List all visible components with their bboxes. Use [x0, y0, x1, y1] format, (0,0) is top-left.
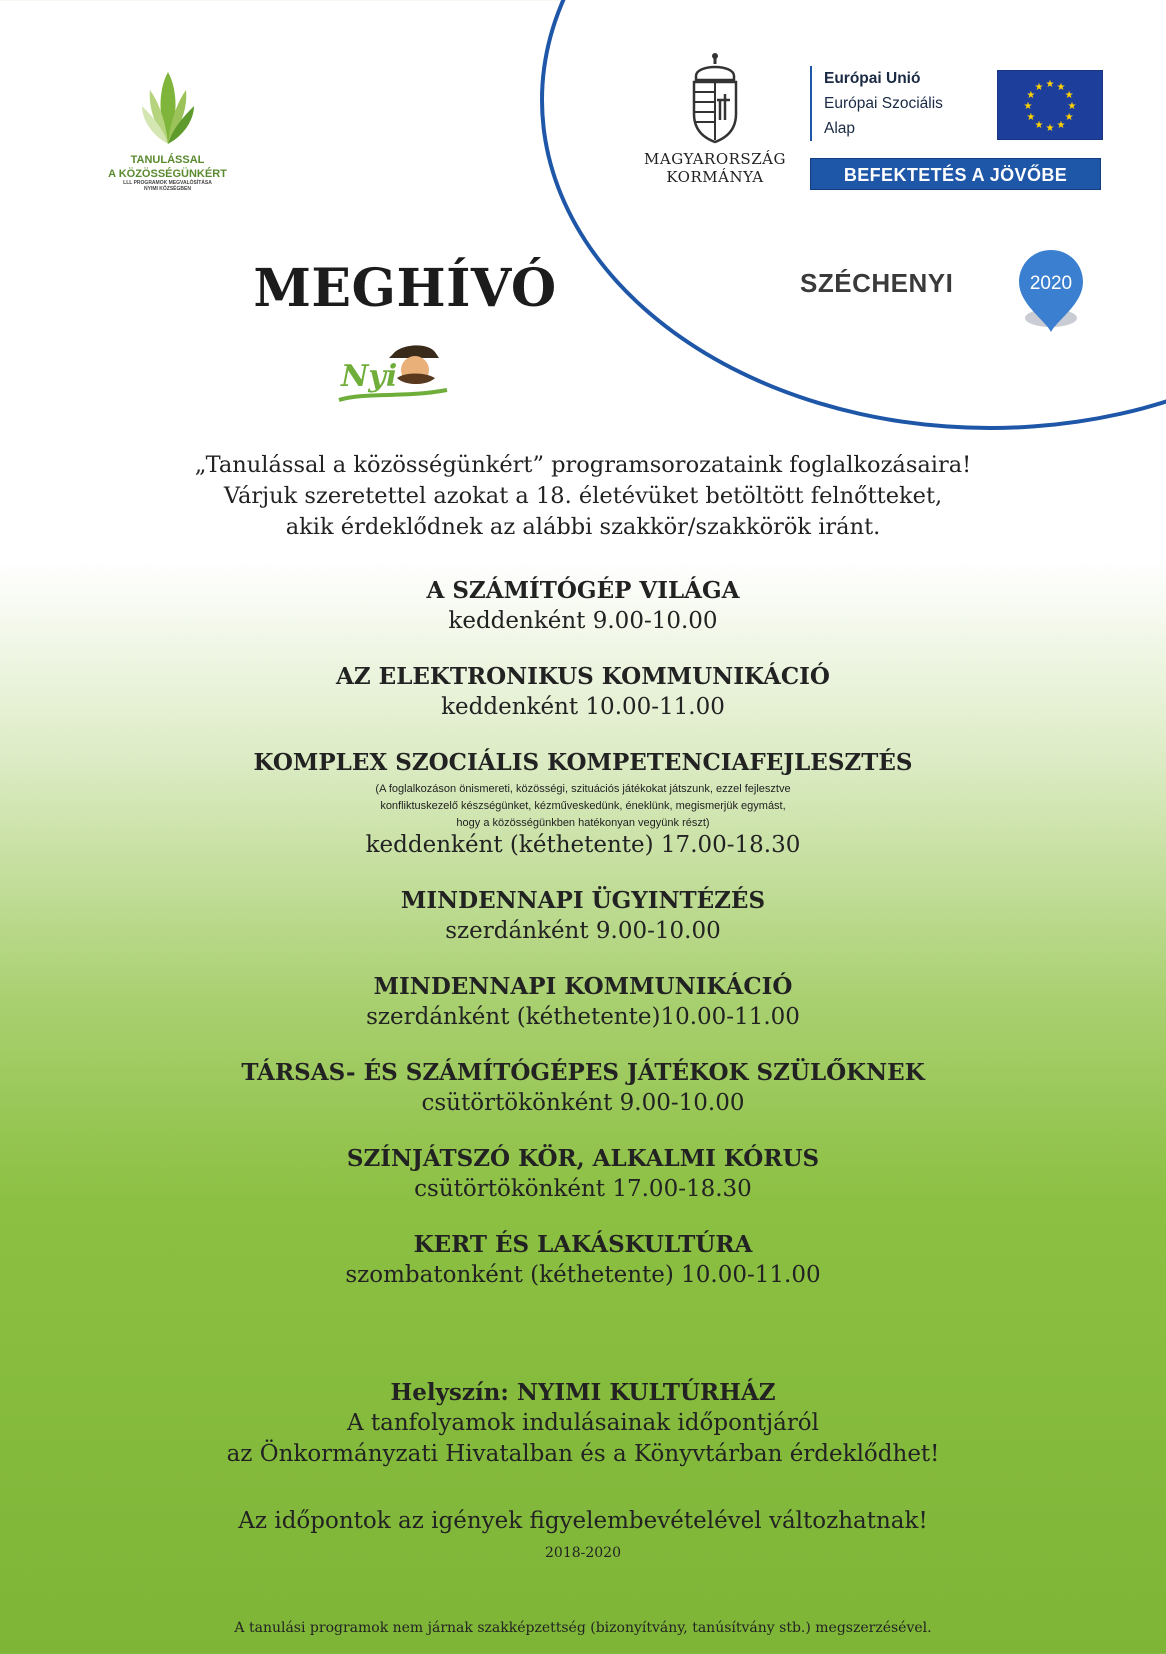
- eu-star-icon: ★: [1034, 81, 1044, 93]
- government-name-line1: MAGYARORSZÁG: [644, 150, 786, 168]
- course-item: [60, 661, 1106, 723]
- years: 2018-2020: [545, 1545, 621, 1561]
- course-name: A SZÁMÍTÓGÉP VILÁGA: [426, 577, 740, 604]
- course-note-line: hogy a közösségünkben hatékonyan vegyünk részt): [456, 817, 710, 829]
- course-schedule: csütörtökönként 9.00-10.00: [421, 1090, 745, 1116]
- intro-line: akik érdeklődnek az alábbi szakkör/szakkörök iránt.: [285, 514, 881, 540]
- eu-star-icon: ★: [1064, 90, 1074, 101]
- eu-star-icon: ★: [1064, 112, 1074, 123]
- venue-line1: A tanfolyamok indulásainak időpontjáról: [346, 1410, 820, 1436]
- course-item: [60, 885, 1106, 947]
- eu-star-icon: ★: [1056, 81, 1066, 93]
- leaf-icon: [138, 68, 198, 148]
- course-schedule: szerdánként (kéthetente)10.00-11.00: [366, 1004, 800, 1030]
- program-logo-line2: A KÖZÖSSÉGÜNKÉRT: [108, 168, 227, 180]
- course-schedule: szerdánként 9.00-10.00: [445, 918, 721, 944]
- footer-note: A tanulási programok nem járnak szakképzettség (bizonyítvány, tanúsítvány stb.) megszerzésével.: [234, 1620, 932, 1636]
- intro-line: Várjuk szeretettel azokat a 18. életévüket betöltött felnőtteket,: [223, 483, 943, 509]
- decorative-blue-arc: [540, 0, 1166, 430]
- eu-star-icon: ★: [1023, 101, 1033, 112]
- program-logo-line1: TANULÁSSAL: [130, 154, 205, 166]
- szechenyi-pin-icon: [1011, 248, 1091, 342]
- government-name-line2: KORMÁNYA: [666, 168, 764, 186]
- venue-block: [60, 1377, 1106, 1470]
- course-name: KERT ÉS LAKÁSKULTÚRA: [413, 1231, 753, 1258]
- intro-line: „Tanulással a közösségünkért” programsorozataink foglalkozásaira!: [194, 452, 972, 478]
- course-name: MINDENNAPI KOMMUNIKÁCIÓ: [373, 973, 793, 1000]
- eu-flag-icon: [997, 70, 1103, 140]
- course-schedule: szombatonként (kéthetente) 10.00-11.00: [345, 1262, 821, 1288]
- course-note: [60, 781, 1106, 832]
- nyim-logo: [335, 340, 453, 414]
- change-notice: Az időpontok az igények figyelembevételével változhatnak!: [238, 1508, 928, 1534]
- course-list: [60, 575, 1106, 1315]
- eu-banner: BEFEKTETÉS A JÖVŐBE: [810, 158, 1101, 190]
- page-title: MEGHÍVÓ: [253, 258, 557, 319]
- szechenyi-name: SZÉCHENYI: [800, 268, 954, 298]
- eu-star-icon: ★: [1045, 79, 1055, 90]
- venue-label: Helyszín: NYIMI KULTÚRHÁZ: [390, 1379, 776, 1406]
- venue-line2: az Önkormányzati Hivatalban és a Könyvtárban érdeklődhet!: [226, 1441, 940, 1467]
- szechenyi-year: 2020: [1029, 273, 1073, 294]
- eu-line3: Alap: [824, 120, 856, 137]
- course-item: [60, 575, 1106, 637]
- eu-star-icon: ★: [1056, 120, 1066, 132]
- course-name: KOMPLEX SZOCIÁLIS KOMPETENCIAFEJLESZTÉS: [253, 749, 913, 776]
- course-note-line: (A foglalkozáson önismereti, közösségi, szituációs játékokat játszunk, ezzel fejlesztve: [375, 783, 791, 795]
- eu-star-icon: ★: [1067, 101, 1077, 112]
- course-name: SZÍNJÁTSZÓ KÖR, ALKALMI KÓRUS: [346, 1145, 820, 1172]
- course-schedule: keddenként 10.00-11.00: [441, 694, 725, 720]
- course-item: [60, 1057, 1106, 1119]
- program-logo: [95, 68, 240, 192]
- intro-text: [60, 450, 1106, 543]
- government-logo: [640, 50, 790, 186]
- course-name: TÁRSAS- ÉS SZÁMÍTÓGÉPES JÁTÉKOK SZÜLŐKNEK: [241, 1059, 925, 1086]
- eu-star-icon: ★: [1034, 120, 1044, 132]
- course-schedule: csütörtökönként 17.00-18.30: [414, 1176, 752, 1202]
- course-item: [60, 747, 1106, 861]
- course-name: AZ ELEKTRONIKUS KOMMUNIKÁCIÓ: [336, 663, 830, 690]
- program-logo-line4: NYIMI KÖZSÉGBEN: [144, 186, 191, 192]
- course-schedule: keddenként 9.00-10.00: [448, 608, 718, 634]
- eu-star-icon: ★: [1026, 90, 1036, 101]
- course-item: [60, 1143, 1106, 1205]
- course-schedule: keddenként (kéthetente) 17.00-18.30: [365, 832, 801, 858]
- eu-text-block: [810, 66, 1004, 141]
- course-item: [60, 971, 1106, 1033]
- eu-line2: Európai Szociális: [824, 95, 943, 112]
- eu-star-icon: ★: [1045, 123, 1055, 134]
- course-name: MINDENNAPI ÜGYINTÉZÉS: [400, 887, 766, 914]
- eu-star-icon: ★: [1026, 112, 1036, 123]
- eu-line1: Európai Unió: [824, 70, 921, 87]
- course-item: [60, 1229, 1106, 1291]
- coat-of-arms-icon: [680, 50, 750, 146]
- program-logo-line3: LLL PROGRAMOK MEGVALÓSÍTÁSA: [123, 180, 212, 186]
- nyim-text: Nyi: [341, 359, 398, 394]
- course-note-line: konfliktuskezelő készségünket, kézműveskedünk, éneklünk, megismerjük egymást,: [380, 800, 786, 812]
